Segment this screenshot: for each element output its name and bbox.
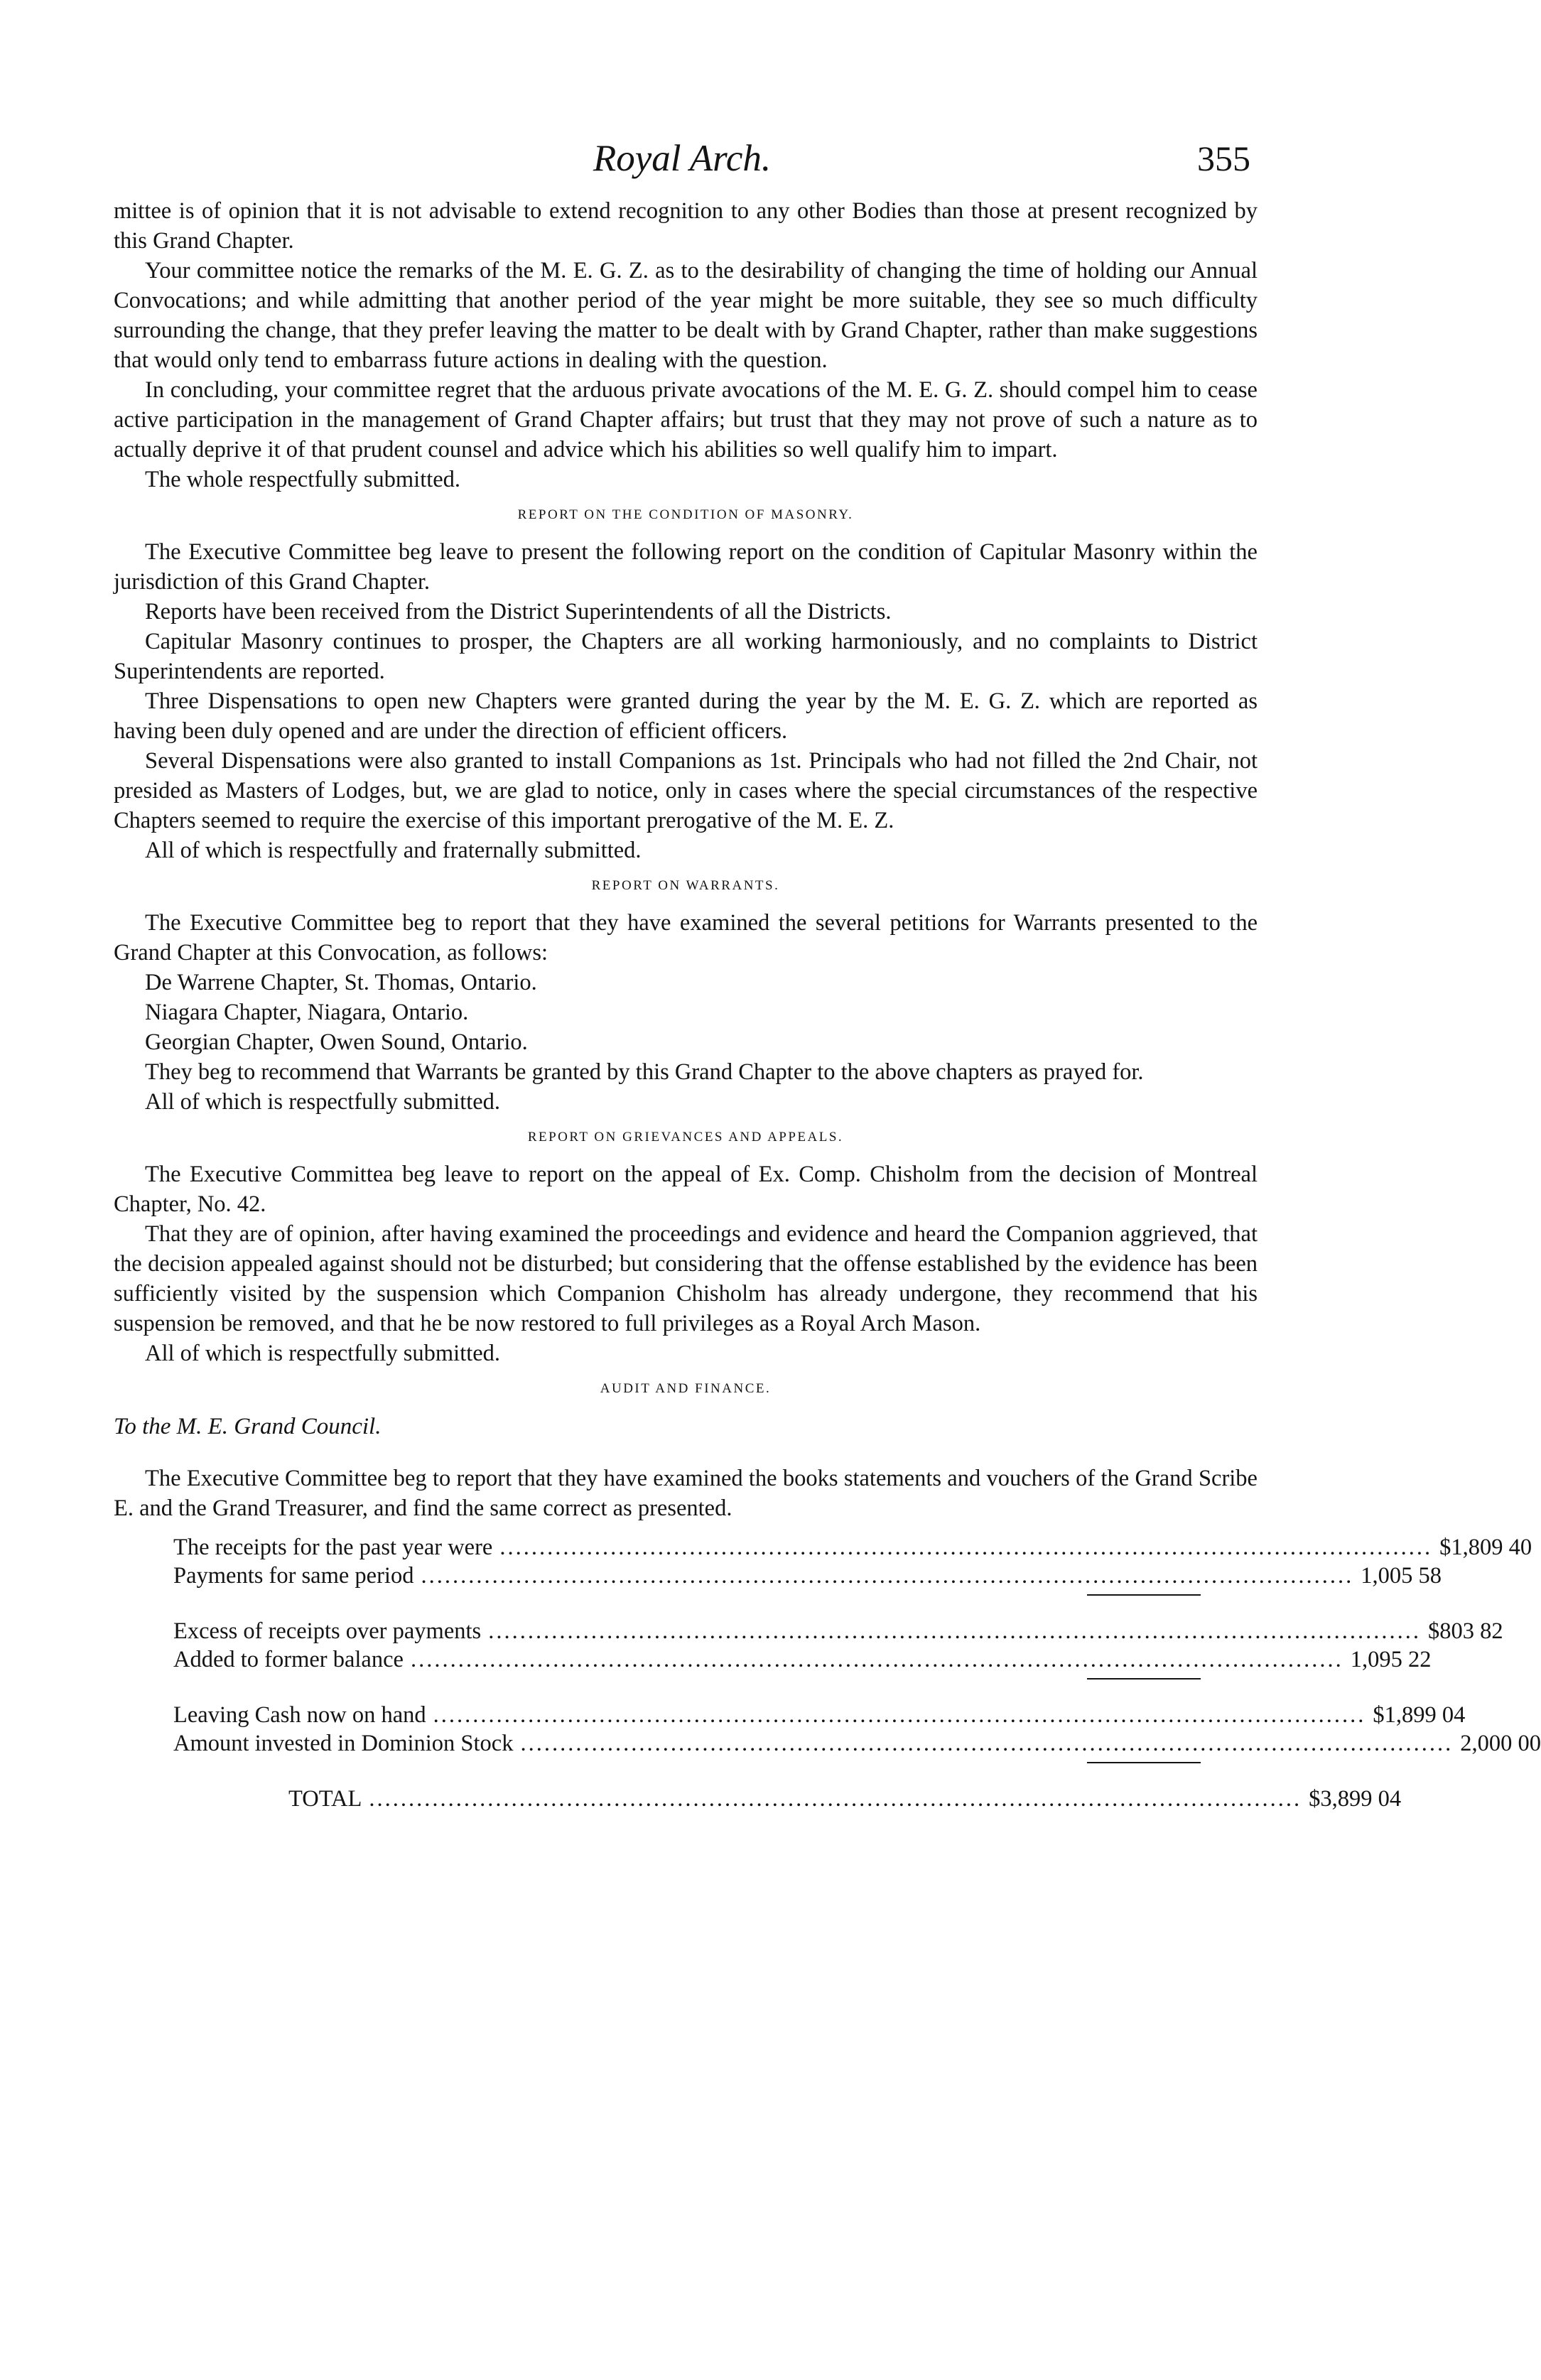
page-number: 355 — [1197, 139, 1250, 178]
ledger-amount: 1,095 22 — [1350, 1647, 1432, 1672]
ledger-amount: 1,005 58 — [1361, 1563, 1442, 1589]
paragraph: The Executive Committee beg to report that they have examined the several petitions for Warrants presented to the Grand Chapter at this Convocation, as follows: — [114, 910, 1258, 965]
running-title: Royal Arch. — [593, 138, 772, 179]
paragraph: mittee is of opinion that it is not advisable to extend recognition to any other Bodies than those at present recognized by this Grand Chapter. — [114, 198, 1258, 254]
ledger-row — [173, 1701, 1466, 1729]
salutation: To the M. E. Grand Council. — [114, 1414, 382, 1439]
condition-section — [114, 506, 1258, 865]
paragraph: They beg to recommend that Warrants be granted by this Grand Chapter to the above chapters as prayed for. — [145, 1059, 1144, 1085]
section-heading: REPORT ON THE CONDITION OF MASONRY. — [517, 507, 854, 522]
leader-dots: ...................................................................................................................... — [410, 1647, 1343, 1672]
page-header — [114, 126, 1250, 190]
total-label: TOTAL — [288, 1786, 362, 1812]
paragraph: Capitular Masonry continues to prosper, the Chapters are all working harmoniously, and no complaints to District Superintendents are reported. — [114, 629, 1258, 684]
ledger-amount: $1,899 04 — [1373, 1702, 1466, 1728]
audit-section — [114, 1380, 1541, 1813]
leader-dots: ...................................................................................................................... — [433, 1702, 1366, 1728]
section-heading: AUDIT AND FINANCE. — [600, 1381, 772, 1396]
ledger-row — [173, 1645, 1432, 1674]
grievances-section — [114, 1128, 1258, 1368]
ledger-row — [173, 1533, 1532, 1562]
leader-dots: ...................................................................................................................... — [499, 1535, 1433, 1560]
warrants-section — [114, 877, 1258, 1117]
ledger-amount: 2,000 00 — [1460, 1731, 1541, 1756]
paragraph: In concluding, your committee regret that the arduous private avocations of the M. E. G. Z. should compel him to cease active participation in the management of Grand Chapter affairs; but trust that they may not prove of such a nature as to actually deprive it of that prudent counsel and advice which his abilities so well qualify him to impart. — [114, 377, 1258, 463]
ledger-label: Excess of receipts over payments — [173, 1618, 482, 1644]
section-heading: REPORT ON GRIEVANCES AND APPEALS. — [527, 1130, 844, 1145]
leader-dots: ...................................................................................................................... — [520, 1731, 1454, 1756]
page-body — [114, 196, 1541, 1813]
chapter-list-item: Georgian Chapter, Owen Sound, Ontario. — [145, 1029, 528, 1055]
ledger-label: Added to former balance — [173, 1647, 404, 1672]
ledger-label: Amount invested in Dominion Stock — [173, 1731, 514, 1756]
ledger-row — [173, 1562, 1442, 1590]
paragraph: The Executive Committee beg leave to present the following report on the condition of Capitular Masonry within the jurisdiction of this Grand Chapter. — [114, 539, 1258, 595]
chapter-list-item: De Warrene Chapter, St. Thomas, Ontario. — [145, 970, 537, 995]
finance-ledger — [173, 1533, 1541, 1813]
paragraph: Your committee notice the remarks of the M. E. G. Z. as to the desirability of changing the time of holding our Annual Convocations; and while admitting that another period of the year might be more suitable, they see so much difficulty surrounding the change, that they prefer leaving the matter to be dealt with by Grand Chapter, rather than make suggestions that would only tend to embarrass future actions in dealing with the question. — [114, 258, 1258, 373]
intro-section — [114, 196, 1258, 494]
paragraph: All of which is respectfully submitted. — [145, 1089, 501, 1115]
leader-dots: ...................................................................................................................... — [369, 1786, 1302, 1812]
chapter-list-item: Niagara Chapter, Niagara, Ontario. — [145, 1000, 469, 1025]
leader-dots: ...................................................................................................................... — [421, 1563, 1354, 1589]
section-heading: REPORT ON WARRANTS. — [591, 878, 780, 893]
ledger-label: Leaving Cash now on hand — [173, 1702, 426, 1728]
ledger-row — [173, 1729, 1541, 1758]
ledger-row — [173, 1617, 1503, 1645]
paragraph: Reports have been received from the District Superintendents of all the Districts. — [145, 599, 892, 624]
paragraph: Several Dispensations were also granted to install Companions as 1st. Principals who had not filled the 2nd Chair, not presided as Masters of Lodges, but, we are glad to notice, only in cases where the special circumstances of the respective Chapters seemed to require the exercise of this important prerogative of the M. E. Z. — [114, 748, 1258, 833]
ledger-label: The receipts for the past year were — [173, 1535, 493, 1560]
total-amount: $3,899 04 — [1309, 1786, 1402, 1812]
ledger-total-row — [173, 1785, 1402, 1813]
paragraph: The whole respectfully submitted. — [145, 467, 461, 492]
ledger-label: Payments for same period — [173, 1563, 414, 1589]
ledger-amount: $803 82 — [1427, 1618, 1503, 1644]
sum-rule — [1087, 1678, 1201, 1679]
paragraph: The Executive Committea beg leave to report on the appeal of Ex. Comp. Chisholm from the decision of Montreal Chapter, No. 42. — [114, 1162, 1258, 1217]
paragraph: All of which is respectfully and fraternally submitted. — [145, 838, 642, 863]
sum-rule — [1087, 1594, 1201, 1596]
paragraph: Three Dispensations to open new Chapters were granted during the year by the M. E. G. Z. which are reported as having been duly opened and are under the direction of efficient officers. — [114, 688, 1258, 744]
ledger-amount: $1,809 40 — [1439, 1535, 1532, 1560]
paragraph: That they are of opinion, after having examined the proceedings and evidence and heard the Companion aggrieved, that the decision appealed against should not be disturbed; but considering that the offense established by the evidence has been sufficiently visited by the suspension which Companion Chisholm has already undergone, they recommend that his suspension be removed, and that he be now restored to full privileges as a Royal Arch Mason. — [114, 1221, 1258, 1336]
sum-rule — [1087, 1762, 1201, 1763]
paragraph: The Executive Committee beg to report that they have examined the books statements and vouchers of the Grand Scribe E. and the Grand Treasurer, and find the same correct as presented. — [114, 1466, 1258, 1521]
paragraph: All of which is respectfully submitted. — [145, 1341, 501, 1366]
leader-dots: ...................................................................................................................... — [488, 1618, 1421, 1644]
